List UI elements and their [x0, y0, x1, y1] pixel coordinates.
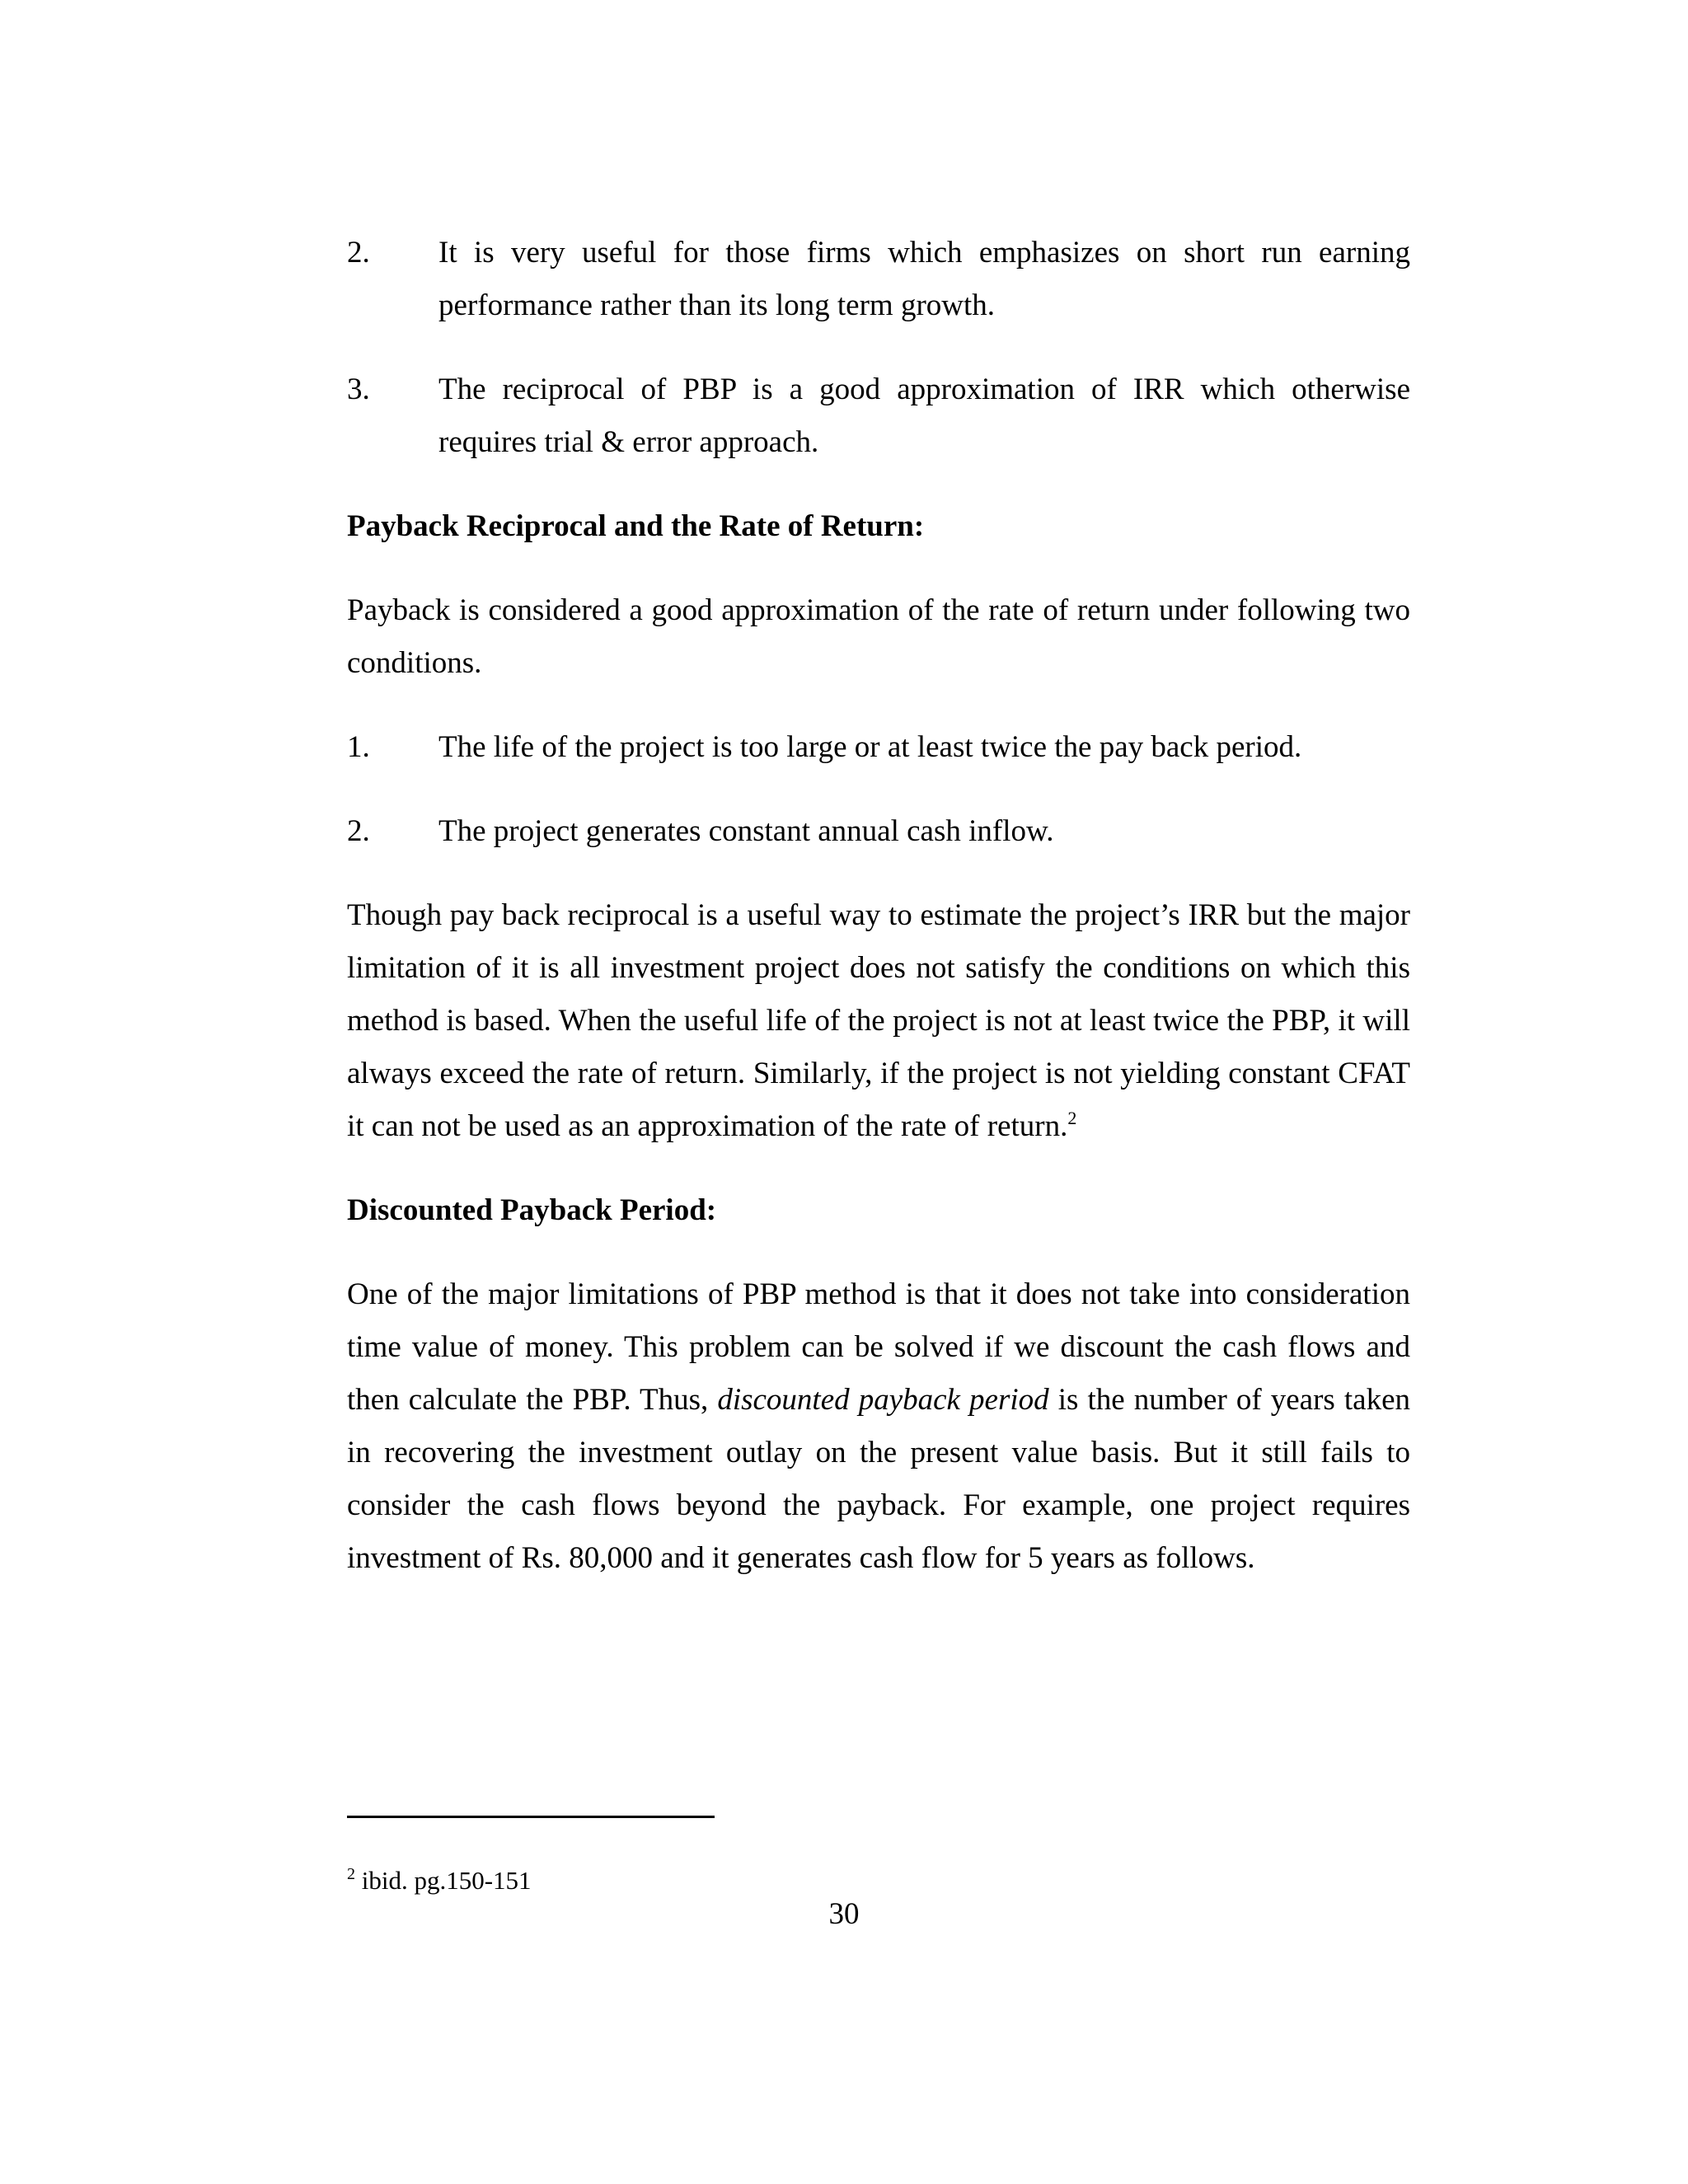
list-text: The life of the project is too large or at least twice the pay back period. [438, 730, 1302, 764]
section-heading-discounted-payback: Discounted Payback Period: [347, 1193, 717, 1227]
section-heading-payback-reciprocal: Payback Reciprocal and the Rate of Return: [347, 509, 925, 543]
paragraph-discounted [347, 1268, 1410, 1585]
list-number: 2. [347, 814, 370, 848]
list-number: 3. [347, 373, 370, 406]
condition-item [347, 805, 1410, 858]
list-number: 1. [347, 730, 370, 764]
list-number: 2. [347, 236, 370, 269]
page-content [347, 227, 1410, 1616]
list-text: It is very useful for those firms which emphasizes on short run earning performance rather than its long term growth. [438, 236, 1410, 322]
list-text: The reciprocal of PBP is a good approximation of IRR which otherwise requires trial & error approach. [438, 373, 1410, 459]
footnote-marker: 2 [347, 1865, 355, 1883]
paragraph-limitation-text: Though pay back reciprocal is a useful way to estimate the project’s IRR but the major limitation of it is all investment project does not satisfy the conditions on which this method is based. When the useful life of the project is not at least twice the PBP, it will always exceed the rate of return. Similarly, if the project is not yielding constant CFAT it can not be used as an approximation of the rate of return. [347, 898, 1410, 1143]
paragraph-limitation [347, 889, 1410, 1153]
footnote-divider [347, 1816, 715, 1818]
condition-item [347, 721, 1410, 774]
paragraph-intro: Payback is considered a good approximation of the rate of return under following two conditions. [347, 593, 1410, 680]
paragraph-text-after: is the number of years taken in recovering the investment outlay on the present value basis. But it still fails to consider the cash flows beyond the payback. For example, one project requires investment of Rs. 80,000 and it generates cash flow for 5 years as follows. [347, 1383, 1411, 1575]
footnote-reference[interactable]: 2 [1067, 1108, 1077, 1128]
paragraph-text-before: One of the major limitations of PBP method is that it does not take into consideration time value of money. This problem can be solved if we discount the cash flows and then calculate the PBP. Thus, [347, 1277, 1410, 1417]
footnote-text: ibid. pg.150-151 [355, 1866, 532, 1895]
term-discounted-payback-period: discounted payback period [717, 1383, 1049, 1417]
page-number: 30 [828, 1897, 860, 1931]
footnote [347, 1864, 532, 1897]
list-item [347, 227, 1410, 332]
list-text: The project generates constant annual cash inflow. [438, 814, 1054, 848]
list-item [347, 363, 1410, 469]
